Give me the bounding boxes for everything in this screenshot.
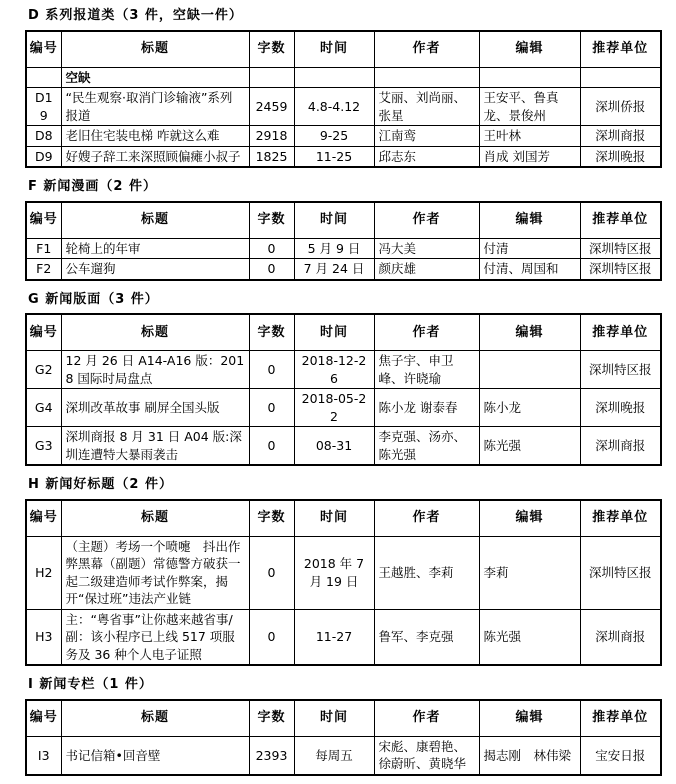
award-section xyxy=(25,477,660,666)
award-table xyxy=(25,30,662,169)
cell-author: 宋彪、康碧艳、徐蔚昕、黄晓华 xyxy=(374,736,479,775)
column-header-unit: 推荐单位 xyxy=(580,202,661,239)
cell-code: G3 xyxy=(26,427,61,466)
cell-time: 08-31 xyxy=(294,427,374,466)
cell-code: I3 xyxy=(26,736,61,775)
cell-words: 2459 xyxy=(249,88,294,126)
cell-time: 5 月 9 日 xyxy=(294,238,374,259)
table-row xyxy=(26,67,661,88)
cell-author: 焦子宇、申卫峰、许晓瑜 xyxy=(374,351,479,389)
cell-words: 1825 xyxy=(249,146,294,167)
cell-title: 12 月 26 日 A14-A16 版：2018 国际时局盘点 xyxy=(61,351,249,389)
cell-author: 艾丽、刘尚丽、张星 xyxy=(374,88,479,126)
cell-time: 4.8-4.12 xyxy=(294,88,374,126)
cell-words: 0 xyxy=(249,427,294,466)
column-header-time: 时间 xyxy=(294,500,374,537)
cell-code xyxy=(26,67,61,88)
cell-editor: 陈小龙 xyxy=(479,389,580,427)
cell-unit: 深圳商报 xyxy=(580,427,661,466)
column-header-words: 字数 xyxy=(249,314,294,351)
cell-editor: 付清 xyxy=(479,238,580,259)
column-header-words: 字数 xyxy=(249,31,294,68)
column-header-editor: 编辑 xyxy=(479,700,580,737)
column-header-editor: 编辑 xyxy=(479,31,580,68)
award-table xyxy=(25,313,662,466)
cell-code: G2 xyxy=(26,351,61,389)
column-header-title: 标题 xyxy=(61,500,249,537)
cell-editor: 王安平、鲁真龙、景俊州 xyxy=(479,88,580,126)
column-header-author: 作者 xyxy=(374,202,479,239)
cell-title: 轮椅上的年审 xyxy=(61,238,249,259)
cell-unit: 深圳特区报 xyxy=(580,351,661,389)
column-header-code: 编号 xyxy=(26,700,61,737)
cell-title: 主：“粤省事”让你越来越省事/ 副：该小程序已上线 517 项服务及 36 种个人电子证照 xyxy=(61,609,249,665)
award-section xyxy=(25,179,660,281)
column-header-words: 字数 xyxy=(249,500,294,537)
cell-title: 公车遛狗 xyxy=(61,259,249,280)
column-header-title: 标题 xyxy=(61,700,249,737)
section-heading: F 新闻漫画（2 件） xyxy=(28,179,157,195)
column-header-unit: 推荐单位 xyxy=(580,700,661,737)
cell-unit: 深圳侨报 xyxy=(580,88,661,126)
cell-title: 好嫂子辞工来深照顾偏瘫小叔子 xyxy=(61,146,249,167)
cell-author: 邱志东 xyxy=(374,146,479,167)
award-section xyxy=(25,677,660,776)
cell-time: 11-27 xyxy=(294,609,374,665)
table-row xyxy=(26,259,661,280)
section-heading: H 新闻好标题（2 件） xyxy=(28,477,173,493)
table-row xyxy=(26,427,661,466)
cell-code: G4 xyxy=(26,389,61,427)
cell-words: 2918 xyxy=(249,126,294,147)
table-header-row xyxy=(26,314,661,351)
cell-title: 书记信箱•回音壁 xyxy=(61,736,249,775)
column-header-editor: 编辑 xyxy=(479,500,580,537)
table-row xyxy=(26,736,661,775)
cell-author: 鲁军、李克强 xyxy=(374,609,479,665)
section-heading: D 系列报道类（3 件，空缺一件） xyxy=(28,8,243,23)
award-table xyxy=(25,201,662,281)
cell-code: D8 xyxy=(26,126,61,147)
table-row xyxy=(26,88,661,126)
column-header-words: 字数 xyxy=(249,202,294,239)
cell-code: F2 xyxy=(26,259,61,280)
cell-author: 颜庆雄 xyxy=(374,259,479,280)
column-header-code: 编号 xyxy=(26,202,61,239)
cell-title: 深圳商报 8 月 31 日 A04 版:深圳连遭特大暴雨袭击 xyxy=(61,427,249,466)
column-header-words: 字数 xyxy=(249,700,294,737)
table-header-row xyxy=(26,31,661,68)
cell-editor: 陈光强 xyxy=(479,427,580,466)
cell-author: 冯大美 xyxy=(374,238,479,259)
column-header-time: 时间 xyxy=(294,202,374,239)
column-header-unit: 推荐单位 xyxy=(580,31,661,68)
cell-title: （主题）考场一个喷嚏 抖出作弊黑幕（副题）常德警方破获一起二级建造师考试作弊案，揭开“保过班”违法产业链 xyxy=(61,536,249,609)
column-header-title: 标题 xyxy=(61,202,249,239)
column-header-code: 编号 xyxy=(26,31,61,68)
cell-editor: 付清、周国和 xyxy=(479,259,580,280)
cell-words: 0 xyxy=(249,536,294,609)
column-header-code: 编号 xyxy=(26,500,61,537)
cell-editor xyxy=(479,67,580,88)
cell-unit: 深圳特区报 xyxy=(580,259,661,280)
cell-unit: 深圳商报 xyxy=(580,609,661,665)
cell-time xyxy=(294,67,374,88)
cell-unit: 深圳特区报 xyxy=(580,238,661,259)
cell-time: 2018-05-22 xyxy=(294,389,374,427)
cell-unit xyxy=(580,67,661,88)
cell-words xyxy=(249,67,294,88)
column-header-title: 标题 xyxy=(61,31,249,68)
cell-title: 深圳改革故事 刷屏全国头版 xyxy=(61,389,249,427)
award-table xyxy=(25,499,662,667)
cell-title: 空缺 xyxy=(61,67,249,88)
award-table xyxy=(25,699,662,776)
table-row xyxy=(26,609,661,665)
cell-author: 王越胜、李莉 xyxy=(374,536,479,609)
column-header-unit: 推荐单位 xyxy=(580,314,661,351)
cell-time: 2018 年 7 月 19 日 xyxy=(294,536,374,609)
table-header-row xyxy=(26,500,661,537)
column-header-time: 时间 xyxy=(294,700,374,737)
section-heading: I 新闻专栏（1 件） xyxy=(28,677,153,693)
table-row xyxy=(26,536,661,609)
cell-editor: 揭志刚 林伟梁 xyxy=(479,736,580,775)
cell-code: H3 xyxy=(26,609,61,665)
cell-words: 0 xyxy=(249,259,294,280)
award-section xyxy=(25,292,660,467)
sections-container xyxy=(25,8,660,776)
cell-author: 李克强、汤亦、陈光强 xyxy=(374,427,479,466)
table-row xyxy=(26,146,661,167)
cell-code: F1 xyxy=(26,238,61,259)
cell-time: 9-25 xyxy=(294,126,374,147)
cell-editor: 李莉 xyxy=(479,536,580,609)
cell-author xyxy=(374,67,479,88)
column-header-time: 时间 xyxy=(294,31,374,68)
column-header-title: 标题 xyxy=(61,314,249,351)
cell-code: D19 xyxy=(26,88,61,126)
cell-code: D9 xyxy=(26,146,61,167)
column-header-time: 时间 xyxy=(294,314,374,351)
cell-words: 0 xyxy=(249,238,294,259)
column-header-unit: 推荐单位 xyxy=(580,500,661,537)
cell-editor: 王叶林 xyxy=(479,126,580,147)
table-header-row xyxy=(26,700,661,737)
cell-code: H2 xyxy=(26,536,61,609)
table-row xyxy=(26,238,661,259)
section-heading: G 新闻版面（3 件） xyxy=(28,291,159,307)
cell-words: 2393 xyxy=(249,736,294,775)
cell-unit: 深圳特区报 xyxy=(580,536,661,609)
column-header-editor: 编辑 xyxy=(479,202,580,239)
column-header-editor: 编辑 xyxy=(479,314,580,351)
cell-unit: 深圳晚报 xyxy=(580,146,661,167)
cell-unit: 宝安日报 xyxy=(580,736,661,775)
cell-editor: 肖成 刘国芳 xyxy=(479,146,580,167)
cell-words: 0 xyxy=(249,351,294,389)
cell-author: 江南鸾 xyxy=(374,126,479,147)
column-header-code: 编号 xyxy=(26,314,61,351)
cell-editor xyxy=(479,351,580,389)
cell-author: 陈小龙 谢泰春 xyxy=(374,389,479,427)
column-header-author: 作者 xyxy=(374,700,479,737)
cell-time: 7 月 24 日 xyxy=(294,259,374,280)
column-header-author: 作者 xyxy=(374,31,479,68)
cell-title: “民生观察·取消门诊输液”系列报道 xyxy=(61,88,249,126)
table-row xyxy=(26,126,661,147)
column-header-author: 作者 xyxy=(374,500,479,537)
cell-title: 老旧住宅装电梯 咋就这么难 xyxy=(61,126,249,147)
table-row xyxy=(26,389,661,427)
cell-words: 0 xyxy=(249,389,294,427)
cell-time: 11-25 xyxy=(294,146,374,167)
cell-unit: 深圳晚报 xyxy=(580,389,661,427)
cell-words: 0 xyxy=(249,609,294,665)
table-header-row xyxy=(26,202,661,239)
column-header-author: 作者 xyxy=(374,314,479,351)
cell-time: 2018-12-26 xyxy=(294,351,374,389)
cell-unit: 深圳商报 xyxy=(580,126,661,147)
table-row xyxy=(26,351,661,389)
cell-editor: 陈光强 xyxy=(479,609,580,665)
cell-time: 每周五 xyxy=(294,736,374,775)
award-section xyxy=(25,8,660,168)
